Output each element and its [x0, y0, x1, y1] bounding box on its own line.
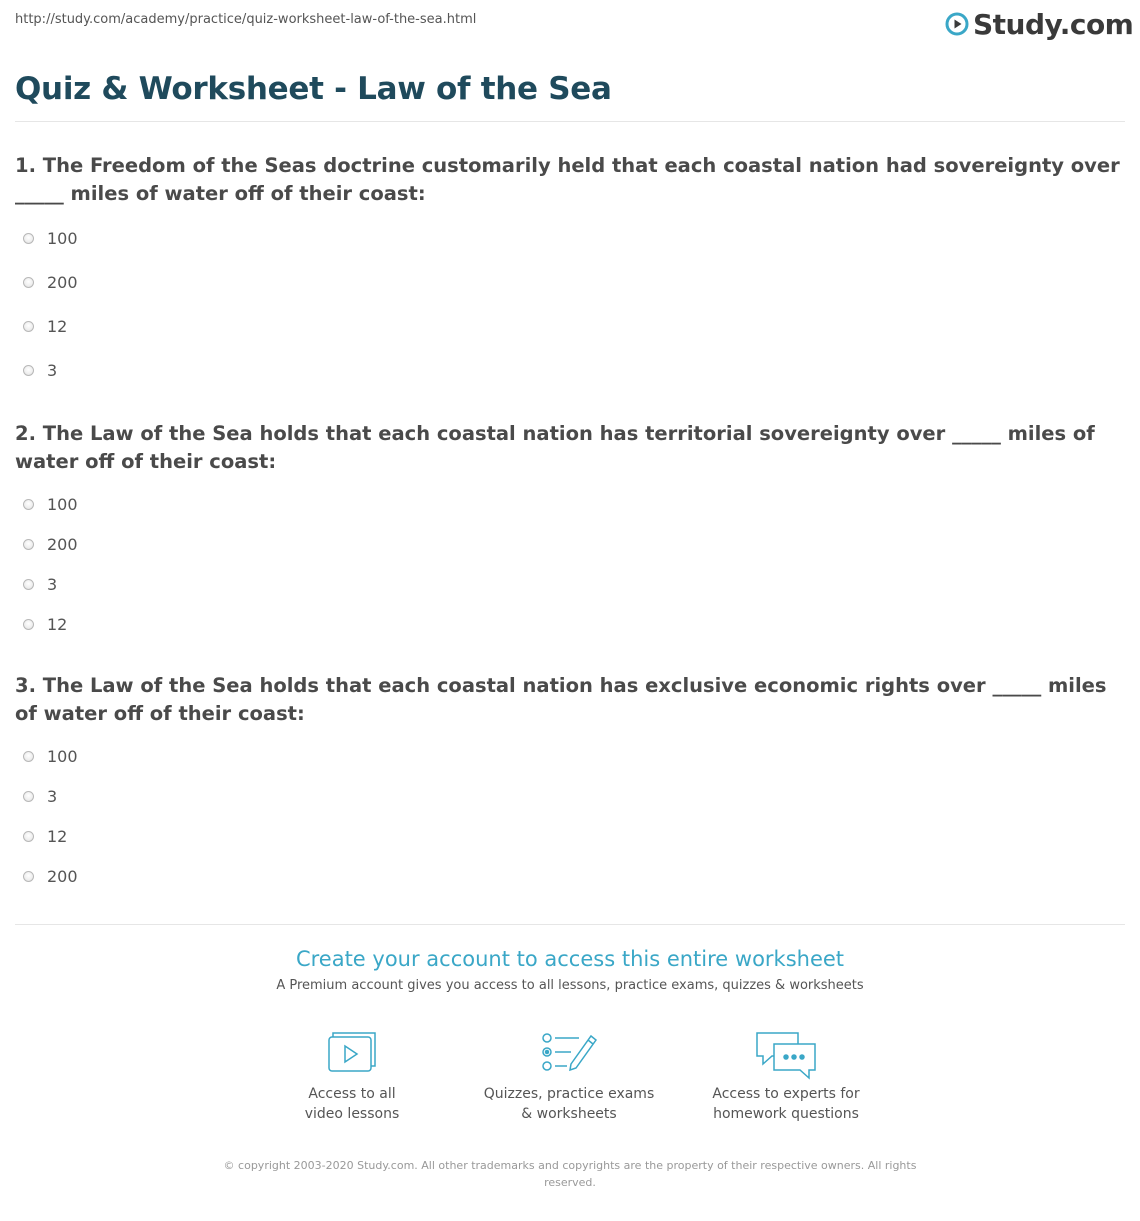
question-1: 1. The Freedom of the Seas doctrine customarily held that each coastal nation had sovereignty over _____ miles of water off of their coast:: [15, 154, 1120, 205]
option-label: 3: [47, 360, 58, 380]
option-label: 200: [47, 534, 78, 554]
radio-button[interactable]: [23, 751, 34, 762]
feature-line: homework questions: [713, 1106, 859, 1122]
quiz-checklist-icon: [541, 1030, 597, 1074]
q1-option-4[interactable]: [23, 360, 57, 380]
question-2: 2. The Law of the Sea holds that each coastal nation has territorial sovereignty over _____ miles of water off of their coast:: [15, 422, 1095, 473]
chat-experts-icon: [754, 1030, 818, 1080]
q2-option-3[interactable]: [23, 574, 57, 594]
option-label: 100: [47, 228, 78, 248]
radio-button[interactable]: [23, 277, 34, 288]
create-account-link[interactable]: Create your account to access this entire worksheet: [295, 947, 845, 971]
option-label: 12: [47, 316, 68, 336]
option-label: 100: [47, 746, 78, 766]
play-circle-icon: [945, 12, 969, 36]
q3-option-1[interactable]: [23, 746, 78, 766]
study-logo[interactable]: [945, 6, 1133, 42]
title-divider: [15, 121, 1125, 122]
option-label: 200: [47, 272, 78, 292]
feature-line: Access to experts for: [712, 1086, 860, 1102]
option-label: 12: [47, 614, 68, 634]
radio-button[interactable]: [23, 499, 34, 510]
logo-text: Study.com: [973, 7, 1134, 41]
q1-option-3[interactable]: [23, 316, 67, 336]
option-label: 3: [47, 574, 58, 594]
question-3: 3. The Law of the Sea holds that each coastal nation has exclusive economic rights over _____ miles of water off of their coast:: [15, 674, 1107, 725]
option-label: 3: [47, 786, 58, 806]
section-divider: [15, 924, 1125, 925]
radio-button[interactable]: [23, 871, 34, 882]
option-label: 12: [47, 826, 68, 846]
page-url: http://study.com/academy/practice/quiz-worksheet-law-of-the-sea.html: [15, 12, 477, 27]
radio-button[interactable]: [23, 365, 34, 376]
q2-option-1[interactable]: [23, 494, 78, 514]
copyright-notice: © copyright 2003-2020 Study.com. All other trademarks and copyrights are the property of their respective owners. All rights reserved.: [223, 1159, 917, 1189]
feature-experts: [686, 1030, 886, 1124]
option-label: 100: [47, 494, 78, 514]
feature-quizzes: [469, 1030, 669, 1124]
radio-button[interactable]: [23, 791, 34, 802]
radio-button[interactable]: [23, 579, 34, 590]
q1-option-2[interactable]: [23, 272, 78, 292]
page-title: Quiz & Worksheet - Law of the Sea: [15, 71, 612, 107]
radio-button[interactable]: [23, 619, 34, 630]
q3-option-2[interactable]: [23, 786, 57, 806]
cta-subtitle: A Premium account gives you access to all lessons, practice exams, quizzes & worksheets: [276, 978, 864, 993]
q1-option-1[interactable]: [23, 228, 78, 248]
radio-button[interactable]: [23, 539, 34, 550]
q3-option-3[interactable]: [23, 826, 67, 846]
feature-line: video lessons: [304, 1106, 400, 1122]
radio-button[interactable]: [23, 831, 34, 842]
feature-line: & worksheets: [521, 1106, 617, 1122]
q2-option-4[interactable]: [23, 614, 67, 634]
feature-video-lessons: [252, 1030, 452, 1124]
q3-option-4[interactable]: [23, 866, 78, 886]
video-lessons-icon: [325, 1030, 379, 1074]
feature-line: Quizzes, practice exams: [483, 1086, 655, 1102]
feature-line: Access to all: [308, 1086, 396, 1102]
q2-option-2[interactable]: [23, 534, 78, 554]
option-label: 200: [47, 866, 78, 886]
radio-button[interactable]: [23, 321, 34, 332]
radio-button[interactable]: [23, 233, 34, 244]
